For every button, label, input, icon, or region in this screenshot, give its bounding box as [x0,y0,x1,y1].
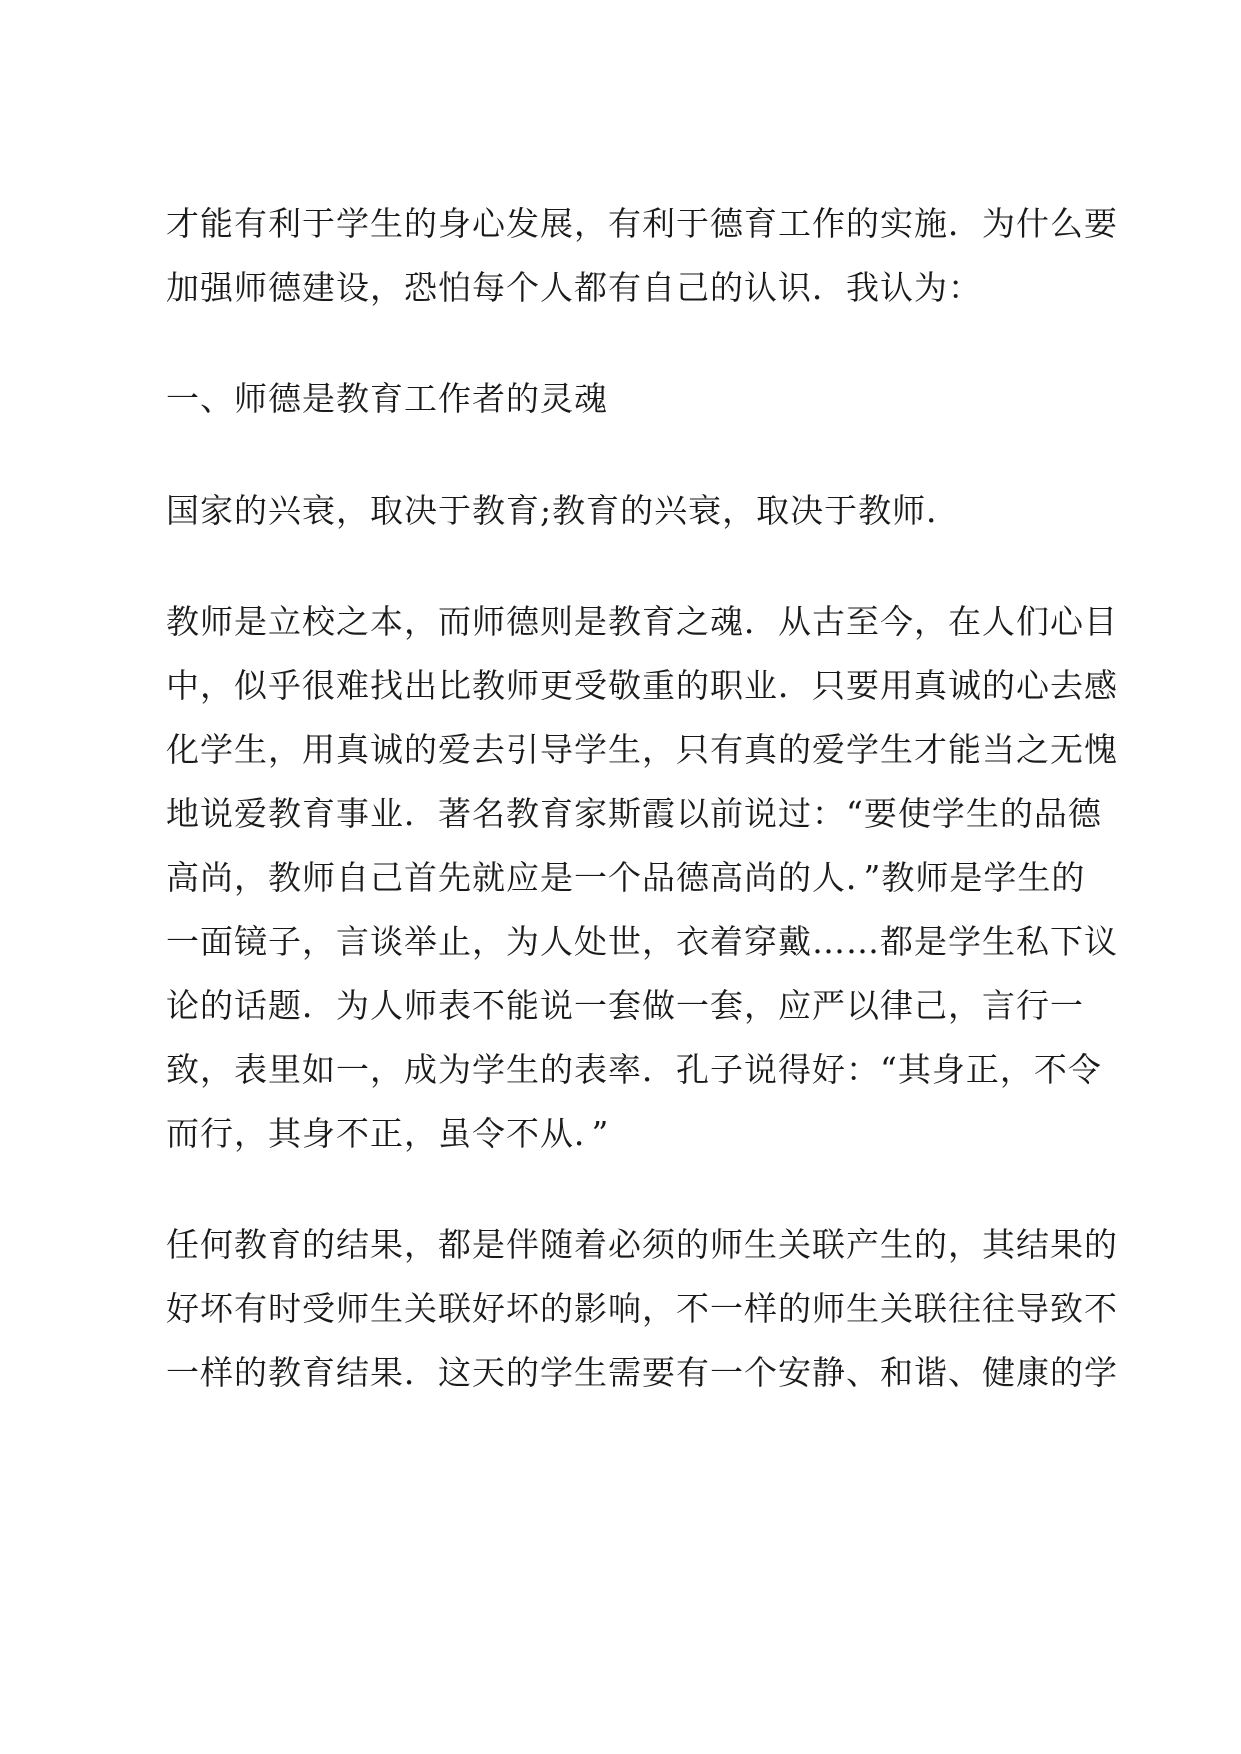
text-line: 教师是立校之本，而师德则是教育之魂．从古至今，在人们心目 [166,602,1118,641]
text-line: 地说爱教育事业．著名教育家斯霞以前说过：“要使学生的品德 [166,794,1102,833]
text-line: 加强师德建设，恐怕每个人都有自己的认识．我认为： [166,268,982,307]
text-line: 高尚，教师自己首先就应是一个品德高尚的人．”教师是学生的 [166,858,1086,897]
text-line: 任何教育的结果，都是伴随着必须的师生关联产生的，其结果的 [166,1225,1118,1264]
text-line: 国家的兴衰，取决于教育;教育的兴衰，取决于教师． [166,491,961,530]
text-line: 而行，其身不正，虽令不从．” [166,1114,610,1153]
section-heading: 一、师德是教育工作者的灵魂 [166,379,608,418]
text-line: 好坏有时受师生关联好坏的影响，不一样的师生关联往往导致不 [166,1289,1118,1328]
text-line: 中，似乎很难找出比教师更受敬重的职业．只要用真诚的心去感 [166,666,1118,705]
text-line: 一样的教育结果．这天的学生需要有一个安静、和谐、健康的学 [166,1353,1118,1392]
text-line: 致，表里如一，成为学生的表率．孔子说得好：“其身正，不令 [166,1050,1102,1089]
text-line: 一面镜子，言谈举止，为人处世，衣着穿戴……都是学生私下议 [166,922,1118,961]
text-line: 论的话题．为人师表不能说一套做一套，应严以律己，言行一 [166,986,1084,1025]
text-line: 化学生，用真诚的爱去引导学生，只有真的爱学生才能当之无愧 [166,730,1118,769]
text-line: 才能有利于学生的身心发展，有利于德育工作的实施．为什么要 [166,204,1118,243]
